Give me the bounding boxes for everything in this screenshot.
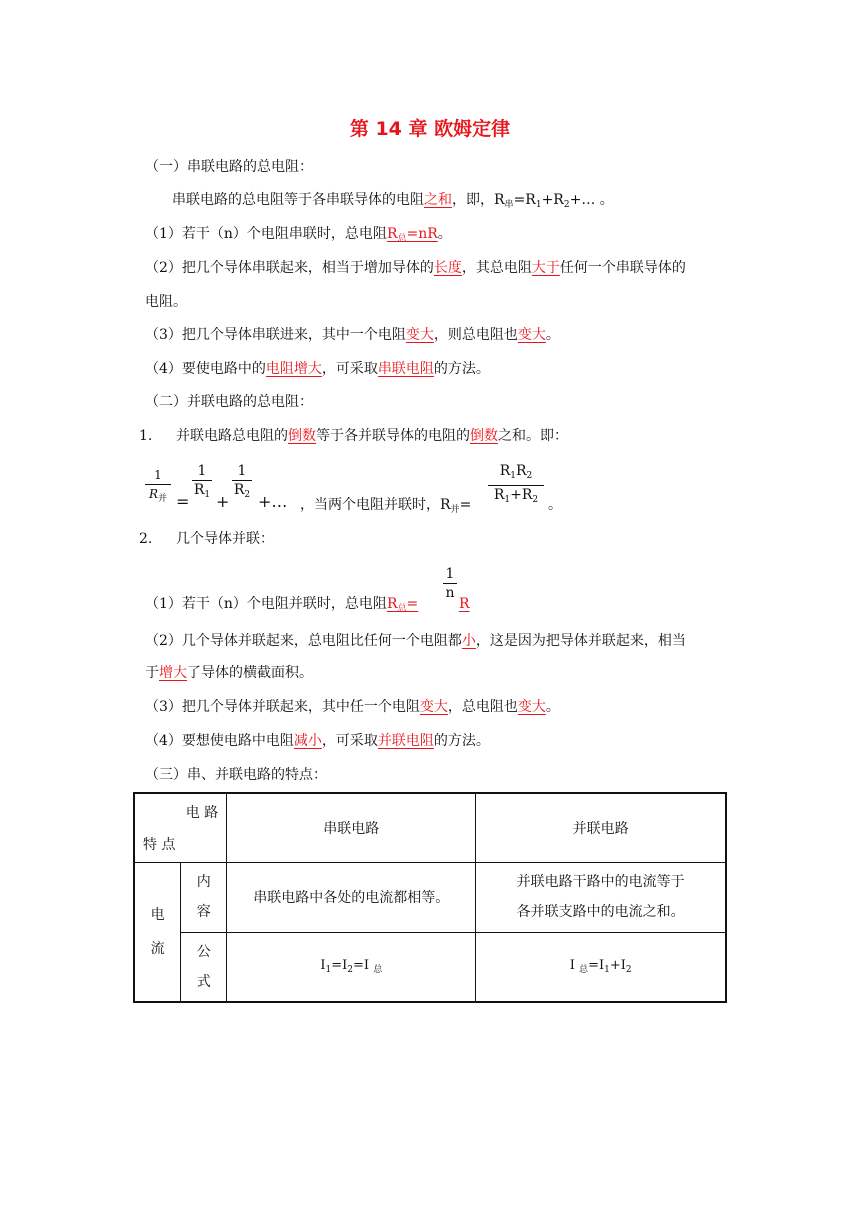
answer-resistance-increase: 电阻增大 xyxy=(265,361,322,377)
table-cell-series-formula: $I_1=I_2=I$ $_总$ xyxy=(227,932,476,1002)
section-heading-parallel: （二）并联电路的总电阻： xyxy=(145,394,313,410)
answer-series-total: $R_总=nR$ xyxy=(386,226,438,244)
table-row-label-content: 内 容 xyxy=(181,862,227,932)
table-corner-cell: 电 路 特 点 xyxy=(134,793,227,862)
answer-smaller: 小 xyxy=(461,633,476,649)
table-row-group-current: 电 流 xyxy=(134,862,181,1002)
fraction-1-over-rp: 1 $R_并$ xyxy=(145,466,171,508)
parallel-point-3: （3）把几个导体并联起来，其中任一个电阻变大，总电阻也变大。 xyxy=(145,699,560,715)
answer-length: 长度 xyxy=(433,260,462,276)
table-header-parallel: 并联电路 xyxy=(476,793,726,862)
answer-bigger-4: 变大 xyxy=(517,699,546,715)
comparison-table xyxy=(133,792,727,1003)
answer-parallel-resistor: 并联电阻 xyxy=(377,733,434,749)
answer-increase: 增大 xyxy=(159,665,187,681)
series-point-2: （2）把几个导体串联起来，相当于增加导体的长度，其总电阻大于任何一个串联导体的 xyxy=(145,260,686,276)
table-cell-parallel-formula: I $_总=I_1+I_2$ xyxy=(476,932,726,1002)
fraction-two-resistors: $R_1R_2$ $R_1+R_2$ xyxy=(488,462,544,509)
parallel-item-1-num: 1. xyxy=(139,428,153,444)
answer-bigger-2: 变大 xyxy=(517,327,546,343)
answer-bigger-3: 变大 xyxy=(419,699,448,715)
series-point-4: （4）要使电路中的电阻增大，可采取串联电阻的方法。 xyxy=(145,361,490,377)
series-point-3: （3）把几个导体串联进来，其中一个电阻变大，则总电阻也变大。 xyxy=(145,327,560,343)
page-title: 第 14 章 欧姆定律 xyxy=(349,118,511,140)
section-heading-characteristics: （三）串、并联电路的特点： xyxy=(145,767,327,783)
answer-parallel-total: $R_总=$ xyxy=(386,596,419,614)
answer-series-resistor: 串联电阻 xyxy=(377,361,434,377)
table-header-series: 串联电路 xyxy=(227,793,476,862)
table-cell-parallel-content: 并联电路干路中的电流等于 各并联支路中的电流之和。 xyxy=(476,862,726,932)
answer-decrease: 减小 xyxy=(293,733,322,749)
answer-bigger-1: 变大 xyxy=(405,327,434,343)
answer-sum: 之和 xyxy=(424,192,452,208)
parallel-point-1: （1）若干（n）个电阻并联时，总电阻$R_总=$ xyxy=(145,596,419,614)
series-intro: 串联电路的总电阻等于各串联导体的电阻之和，即，$R_串=R_1+R_2+\dots$ 。 xyxy=(172,192,614,210)
section-heading-series: （一）串联电路的总电阻： xyxy=(145,159,313,175)
parallel-item-2-num: 2. xyxy=(139,531,153,547)
parallel-point-2: （2）几个导体并联起来，总电阻比任何一个电阻都小，这是因为把导体并联起来，相当 xyxy=(145,633,686,649)
answer-reciprocal-2: 倒数 xyxy=(470,428,498,444)
answer-greater: 大于 xyxy=(531,260,560,276)
document-page: 第 14 章 欧姆定律 （一）串联电路的总电阻： 串联电路的总电阻等于各串联导体的电阻之和，即，$R_串=R_1+R_2+\dots$ 。 （1）若干（n）个电阻串联时，总电阻$R_总=nR$。 （2）把几个导体串联起来，相当于增加导体的长度，其总电阻大于任何一个串联导体的 电阻。 （3）把几个导体串联进来，其中一个电阻变大，则总电阻也变大。 （4）要使电路中的电阻增大，可采取串联电阻的方法。 （二）并联电路的总电阻： 1. 并联电路总电阻的倒数等于各并联导体的电阻的倒数之和。即： 1 $R_并$ = 1 $R_1$ + 1 $R_2$ +… ，当两个电阻并联时，$R_并=$ $R_1R_2$ $R_1+R_2$ 。 2. 几个导体并联： （1）若干（n）个电阻并联时，总电阻$R_总=$ 1 n R （2）几个导体并联起来，总电阻比任何一个电阻都小，这是因为把导体并联起来，相当 于增大了导体的横截面积。 （3）把几个导体并联起来，其中任一个电阻变大，总电阻也变大。 （4）要想使电路中电阻减小，可采取并联电阻的方法。 （三）串、并联电路的特点： 电 路 特 点 串联电路 并联电路 电 流 内 容 串联电路中各处的电流都相等。 并联电路干路中的电流等于 各并联支路中的电流之和。 公 式 $I_1=I_2=I$ $_总$ I $_总=I_1+I_2$ xyxy=(0,0,860,1216)
series-point-2-cont: 电阻。 xyxy=(145,294,187,310)
series-point-1: （1）若干（n）个电阻串联时，总电阻$R_总=nR$。 xyxy=(145,226,452,244)
parallel-point-2-cont: 于增大了导体的横截面积。 xyxy=(145,665,313,681)
table-cell-series-content: 串联电路中各处的电流都相等。 xyxy=(227,862,476,932)
parallel-item-2: 几个导体并联： xyxy=(176,531,274,547)
fraction-1-over-r1: 1 $R_1$ xyxy=(193,463,211,500)
parallel-item-1: 并联电路总电阻的倒数等于各并联导体的电阻的倒数之和。即： xyxy=(176,428,568,444)
answer-reciprocal-1: 倒数 xyxy=(288,428,316,444)
fraction-1-over-r2: 1 $R_2$ xyxy=(233,463,251,500)
table-row-label-formula: 公 式 xyxy=(181,932,227,1002)
parallel-point-4: （4）要想使电路中电阻减小，可采取并联电阻的方法。 xyxy=(145,733,490,749)
fraction-1-over-n: 1 n xyxy=(443,565,457,602)
